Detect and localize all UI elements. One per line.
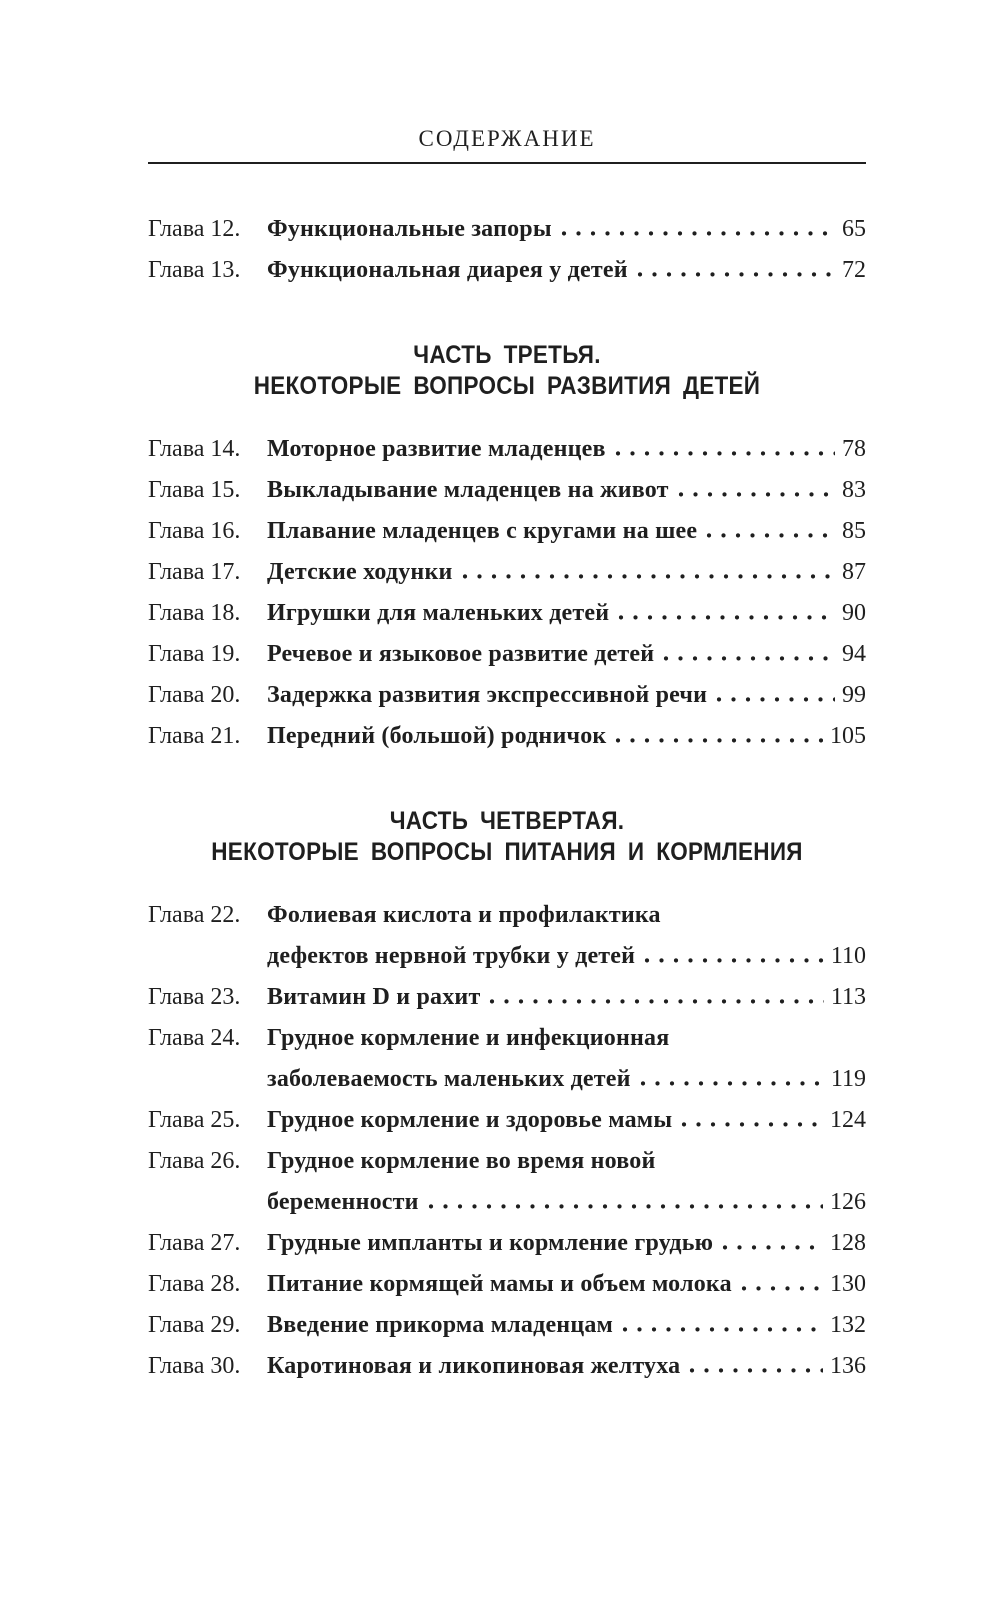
page-number: 132 (830, 1312, 866, 1338)
chapter-label: Глава 22. (148, 902, 241, 928)
page-number: 128 (830, 1230, 866, 1256)
chapter-label: Глава 15. (148, 477, 241, 503)
chapter-label: Глава 27. (148, 1230, 241, 1256)
toc (148, 209, 866, 1387)
chapter-title-lines (267, 511, 866, 552)
header-rule (148, 162, 866, 164)
chapter-title-text: Грудное кормление во время новой (267, 1148, 656, 1174)
title-line (267, 1100, 866, 1141)
page-number: 78 (842, 436, 866, 462)
chapter-title-lines (267, 470, 866, 511)
dot-leader (637, 271, 835, 277)
chapter-title-lines (267, 1346, 866, 1387)
chapter-label: Глава 23. (148, 984, 241, 1010)
chapter-title-text: Введение прикорма младенцам (267, 1312, 614, 1338)
chapter-label: Глава 20. (148, 682, 241, 708)
dot-leader (678, 491, 835, 497)
title-line (267, 1059, 866, 1100)
chapter-title-text: Грудное кормление и инфекционная (267, 1025, 670, 1051)
chapter-title-text: Детские ходунки (267, 559, 453, 585)
title-line (267, 250, 866, 291)
dot-leader (722, 1244, 823, 1250)
chapter-label: Глава 17. (148, 559, 241, 585)
chapter-title-lines (267, 209, 866, 250)
title-line (267, 1182, 866, 1223)
chapter-label: Глава 21. (148, 723, 241, 749)
dot-leader (428, 1203, 823, 1209)
chapter-title-lines (267, 429, 866, 470)
chapter-title-text: Грудные импланты и кормление грудью (267, 1230, 714, 1256)
title-line (267, 552, 866, 593)
dot-leader (706, 532, 835, 538)
page-number: 90 (842, 600, 866, 626)
chapter-title-text: Моторное развитие младенцев (267, 436, 606, 462)
page-number: 99 (842, 682, 866, 708)
dot-leader (615, 737, 823, 743)
title-line (267, 1141, 866, 1182)
title-line (267, 511, 866, 552)
toc-entry (148, 209, 866, 250)
title-line (267, 1264, 866, 1305)
page-content (148, 0, 866, 1387)
toc-entry (148, 1346, 866, 1387)
toc-entry (148, 1264, 866, 1305)
part-heading-line: НЕКОТОРЫЕ ВОПРОСЫ РАЗВИТИЯ ДЕТЕЙ (253, 372, 761, 400)
page-number: 136 (830, 1353, 866, 1379)
title-line (267, 977, 866, 1018)
dot-leader (689, 1367, 823, 1373)
title-line (267, 1346, 866, 1387)
chapter-title-lines (267, 977, 866, 1018)
page-number: 83 (842, 477, 866, 503)
chapter-title-lines (267, 1305, 866, 1346)
chapter-title-text: Игрушки для маленьких детей (267, 600, 610, 626)
dot-leader (561, 230, 835, 236)
part-heading (148, 806, 866, 868)
chapter-label: Глава 13. (148, 257, 241, 283)
toc-entry (148, 1100, 866, 1141)
chapter-title-lines (267, 593, 866, 634)
toc-entry (148, 1305, 866, 1346)
toc-entry (148, 1223, 866, 1264)
chapter-title-lines (267, 1018, 866, 1100)
page-number: 130 (830, 1271, 866, 1297)
title-line (267, 675, 866, 716)
toc-entry (148, 470, 866, 511)
chapter-title-lines (267, 895, 866, 977)
chapter-label: Глава 18. (148, 600, 241, 626)
chapter-title-lines (267, 1223, 866, 1264)
dot-leader (663, 655, 835, 661)
chapter-label: Глава 28. (148, 1271, 241, 1297)
chapter-label: Глава 12. (148, 216, 241, 242)
chapter-label: Глава 14. (148, 436, 241, 462)
chapter-title-text: Грудное кормление и здоровье мамы (267, 1107, 673, 1133)
toc-entry (148, 716, 866, 757)
title-line (267, 1223, 866, 1264)
toc-entry (148, 634, 866, 675)
title-line (267, 593, 866, 634)
part-heading-line: ЧАСТЬ ЧЕТВЕРТАЯ. (389, 807, 625, 835)
title-line (267, 634, 866, 675)
part-heading-line: ЧАСТЬ ТРЕТЬЯ. (413, 341, 601, 369)
toc-entry (148, 895, 866, 977)
chapter-label: Глава 29. (148, 1312, 241, 1338)
chapter-title-lines (267, 716, 866, 757)
part-heading (148, 340, 866, 402)
dot-leader (489, 998, 823, 1004)
chapter-title-text: Речевое и языковое развитие детей (267, 641, 655, 667)
title-line (267, 1305, 866, 1346)
dot-leader (615, 450, 835, 456)
dot-leader (741, 1285, 823, 1291)
toc-entry (148, 511, 866, 552)
chapter-label: Глава 16. (148, 518, 241, 544)
dot-leader (716, 696, 835, 702)
title-line (267, 936, 866, 977)
page-number: 65 (842, 216, 866, 242)
page-number: 119 (830, 1066, 866, 1092)
chapter-label: Глава 24. (148, 1025, 241, 1051)
chapter-title-text: Передний (большой) родничок (267, 723, 607, 749)
chapter-title-text: Витамин D и рахит (267, 984, 481, 1010)
toc-entry (148, 250, 866, 291)
title-line (267, 895, 866, 936)
chapter-label: Глава 26. (148, 1148, 241, 1174)
page-number: 85 (842, 518, 866, 544)
title-line (267, 470, 866, 511)
page-number: 124 (830, 1107, 866, 1133)
chapter-label: Глава 19. (148, 641, 241, 667)
page-title: СОДЕРЖАНИЕ (418, 126, 596, 151)
chapter-title-lines (267, 675, 866, 716)
chapter-title-lines (267, 634, 866, 675)
page-number: 105 (830, 723, 866, 749)
chapter-label: Глава 25. (148, 1107, 241, 1133)
part-heading-line: НЕКОТОРЫЕ ВОПРОСЫ ПИТАНИЯ И КОРМЛЕНИЯ (211, 838, 803, 866)
page-number: 110 (830, 943, 866, 969)
chapter-title-lines (267, 1141, 866, 1223)
dot-leader (618, 614, 835, 620)
title-line (267, 716, 866, 757)
toc-entry (148, 977, 866, 1018)
page-number: 72 (842, 257, 866, 283)
chapter-title-text: Каротиновая и ликопиновая желтуха (267, 1353, 681, 1379)
chapter-title-text: беременности (267, 1189, 419, 1215)
page-number: 126 (830, 1189, 866, 1215)
chapter-label: Глава 30. (148, 1353, 241, 1379)
chapter-title-text: Выкладывание младенцев на живот (267, 477, 669, 503)
chapter-title-text: Фолиевая кислота и профилактика (267, 902, 661, 928)
toc-entry (148, 1018, 866, 1100)
toc-entry (148, 675, 866, 716)
toc-entry (148, 429, 866, 470)
dot-leader (644, 957, 824, 963)
chapter-title-lines (267, 1264, 866, 1305)
page-number: 87 (842, 559, 866, 585)
page-number: 94 (842, 641, 866, 667)
dot-leader (681, 1121, 823, 1127)
chapter-title-text: Функциональная диарея у детей (267, 257, 628, 283)
title-line (267, 209, 866, 250)
chapter-title-lines (267, 250, 866, 291)
toc-entry (148, 1141, 866, 1223)
title-line (267, 429, 866, 470)
chapter-title-text: Питание кормящей мамы и объем молока (267, 1271, 732, 1297)
chapter-title-text: заболеваемость маленьких детей (267, 1066, 631, 1092)
page-number: 113 (830, 984, 866, 1010)
title-line (267, 1018, 866, 1059)
chapter-title-text: Плавание младенцев с кругами на шее (267, 518, 698, 544)
chapter-title-text: Задержка развития экспрессивной речи (267, 682, 708, 708)
chapter-title-lines (267, 1100, 866, 1141)
toc-entry (148, 593, 866, 634)
toc-entry (148, 552, 866, 593)
dot-leader (622, 1326, 823, 1332)
chapter-title-text: Функциональные запоры (267, 216, 552, 242)
dot-leader (462, 573, 835, 579)
chapter-title-text: дефектов нервной трубки у детей (267, 943, 636, 969)
chapter-title-lines (267, 552, 866, 593)
dot-leader (640, 1080, 824, 1086)
